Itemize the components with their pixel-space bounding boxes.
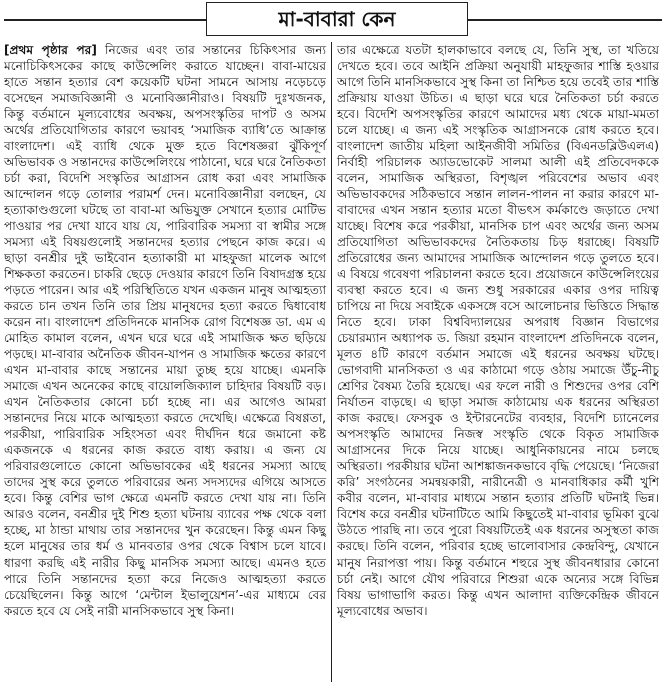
column-2-paragraph xyxy=(337,42,659,619)
column-1-paragraph xyxy=(4,42,326,619)
headline-rule-left xyxy=(4,19,206,21)
article-column-2 xyxy=(332,42,659,682)
article-body xyxy=(4,42,662,682)
headline: মা-বাবারা কেন xyxy=(206,2,468,36)
column-1-text: নিজের এবং তার সন্তানের চিকিৎসার জন্য মনোচিকিৎসকের কাছে কাউন্সেলিং করাতে যাচ্ছেন। বাবা-মায়ের হাতে সন্তান হত্যার বেশ কয়েকটি ঘটনা সামনে আসায় নড়েচড়ে বসেছেন সমাজবিজ্ঞানী ও মনোবিজ্ঞানীরাও। বিষয়টি দুঃখজনক, কিন্তু বর্তমানে মূল্যবোধের অবক্ষয়, অপসংস্কৃতির দাপট ও অসম অর্থের প্রতিযোগিতার কারণে ভয়াবহ ‘সমাজিক ব্যাধি’তে আক্রান্ত বাংলাদেশ। এই ব্যাধি থেকে মুক্ত হতে বিশেষজ্ঞরা ঝুঁকিপূর্ণ অভিভাবক ও সন্তানদের কাউন্সেলিংয়ে পাঠানো, ঘরে ঘরে নৈতিকতা চর্চা করা, বিদেশি সংস্কৃতির আগ্রাসন রোধ করা এবং সামাজিক আন্দোলন গড়ে তোলার পরামর্শ দেন। মনোবিজ্ঞানীরা বলছেন, যে হত্যাকাণ্ডগুলো ঘটছে তা বাবা-মা অভিযুক্ত সেখানে হত্যার মোটিভ পাওয়ার পর দেখা যাবে যায় যে, পারিবারিক সমস্যা বা স্বামীর সঙ্গে সমস্যা এই বিষয়গুলোই সন্তানদের হত্যার পেছনে কাজ করে। এ ছাড়া বনশ্রীর দুই ভাইবোন হত্যাকারী মা মাহফুজা মালেক আগে শিক্ষকতা করতেন। চাকরি ছেড়ে দেওয়ার কারণে তিনি বিষাদগ্রস্ত হয়ে পড়তে পারেন। আর এই পরিস্থিতিতে যখন একজন মানুষ আত্মহত্যা করতে চান তখন তিনি তার প্রিয় মানুষদের হত্যা করতে দ্বিধাবোধ করেন না। বাংলাদেশ প্রতিদিনকে মানসিক রোগ বিশেষজ্ঞ ডা. এম এ মোহিত কামাল বলেন, এখন ঘরে ঘরে এই সামাজিক ক্ষত ছড়িয়ে পড়ছে। মা-বাবার অনৈতিক জীবন-যাপন ও সামাজিক ক্ষতের কারণে এখন মা-বাবার কাছে সন্তানের মায়া তুচ্ছ হয়ে যাচ্ছে। এমনকি সমাজে এখন অনেকের কাছে বায়োলজিক্যাল চাহিদার বিষয়টি বড়। এখন নৈতিকতার কোনো চর্চা হচ্ছে না। এর আগেও আমরা সন্তানদের নিয়ে মাকে আত্মহত্যা করতে দেখেছি। এক্ষেত্রে বিষণ্ণতা, পরকীয়া, পারিবারিক সহিংসতা এবং দীর্ঘদিন ধরে জমানো কষ্ট একজনকে এ ধরনের কাজ করতে বাধ্য করায়। এ জন্য যে পরিবারগুলোতে কোনো অভিভাবকের এই ধরনের সমস্যা আছে তাদের সুস্থ করে তুলতে পরিবারের অন্য সদস্যদের এগিয়ে আসতে হবে। কিন্তু বেশির ভাগ ক্ষেত্রে এমনটি করতে দেখা যায় না। তিনি আরও বলেন, বনশ্রীর দুই শিশু হত্যা ঘটনায় ব্যাবের পক্ষ থেকে বলা হচ্ছে, মা ঠান্ডা মাথায় তার সন্তানদের খুন করেছেন। কিন্তু এমন কিছু হলে মানুষের তার ধর্ম ও মানবতার ওপর থেকে বিশ্বাস চলে যাবে। ধারণা করছি এই নারীর কিছু মানসিক সমস্যা আছে। এমনও হতে পারে তিনি সন্তানদের হত্যা করে নিজেও আত্মহত্যা করতে চেয়েছিলেন। কিন্তু আগে ‘মেন্টাল ইভালুয়েশন’-এর মাধ্যমে বের করতে হবে যে সেই নারী মানসিকভাবে সুস্থ কিনা। xyxy=(4,43,326,618)
article-column-1 xyxy=(4,42,331,682)
continuation-tag: [প্রথম পৃষ্ঠার পর] xyxy=(4,43,97,57)
column-2-text: তার এক্ষেত্রে যতটা হালকাভাবে বলছে যে, তিনি সুস্থ, তা খতিয়ে দেখতে হবে। তবে আইনি প্রক্রিয়া অনুযায়ী মাহফুজার শাস্তি হওয়ার আগে তিনি মানসিকভাবে সুস্থ কিনা তা নিশ্চিত হয়ে তবেই তার শাস্তি প্রক্রিয়ায় যাওয়া উচিত। এ ছাড়া ঘরে ঘরে নৈতিকতা চর্চা করতে হবে। বিদেশি অপসংস্কৃতির কারণে আমাদের মধ্য থেকে মায়া-মমতা চলে যাচ্ছে। এ জন্য এই সংস্কৃতিক আগ্রাসনকে রোধ করতে হবে। বাংলাদেশ জাতীয় মহিলা আইনজীবী সমিতির (বিএনডব্লিউএলএ) নির্বাহী পরিচালক অ্যাডভোকেট সালমা আলী এই প্রতিবেদককে বলেন, সামাজিক অস্থিরতা, বিশৃঙ্খল পরিবেশের অভাব এবং অভিভাবকদের সঠিকভাবে সন্তান লালন-পালন না করার কারণে মা-বাবাদের এখন সন্তান হত্যার মতো বীভৎস কর্মকাণ্ডে জড়াতে দেখা যাচ্ছে। বিশেষ করে পরকীয়া, মানসিক চাপ এবং অর্থের জন্য অসম প্রতিযোগিতা অভিভাবকদের নৈতিকতায় চিড় ধরাচ্ছে। বিষয়টি প্রতিরোধের জন্য আমাদের সামাজিক আন্দোলন গড়ে তুলতে হবে। এ বিষয়ে গবেষণা পরিচালনা করতে হবে। প্রয়োজনে কাউন্সেলিংয়ের ব্যবস্থা করতে হবে। এ জন্য শুধু সরকারের একার ওপর দায়িত্ব চাপিয়ে না দিয়ে সবাইকে একসঙ্গে বসে আলোচনার ভিত্তিতে সিদ্ধান্ত নিতে হবে। ঢাকা বিশ্ববিদ্যালয়ের অপরাধ বিজ্ঞান বিভাগের চেয়ারম্যান অধ্যাপক ড. জিয়া রহমান বাংলাদেশ প্রতিদিনকে বলেন, মূলত ৪টি কারণে বর্তমান সমাজে এই ধরনের অবক্ষয় ঘটছে। ভোগবাদী মানসিকতা ও এর কাঠামো গড়ে ওঠায় সমাজে উঁচু-নীচু শ্রেণির বৈষম্য তৈরি হয়েছে। এর ফলে নারী ও শিশুদের ওপর বেশি নির্যাতন বাড়ছে। এ ছাড়া সমাজ কাঠামোয় এক ধরনের অস্থিরতা কাজ করছে। ফেসবুক ও ইন্টারনেটের ব্যবহার, বিদেশি চ্যানেলের অপসংস্কৃতি আমাদের নিজস্ব সংস্কৃতি থেকে বিকৃত সামাজিক আগ্রাসনের দিকে নিয়ে যাচ্ছে। আধুনিকায়নের নামে চলছে অস্থিরতা। পরকীয়ার ঘটনা আশঙ্কাজনকভাবে বৃদ্ধি পেয়েছে। ‘নিজেরা করি’ সংগঠনের সমন্বয়কারী, নারীনেত্রী ও মানবাধিকার কর্মী খুশি কবীর বলেন, মা-বাবার মাধ্যমে সন্তান হত্যার প্রতিটি ঘটনাই ভিন্ন। বিশেষ করে বনশ্রীর ঘটনাটিতে আমি কিছুতেই মা-বাবার ভূমিকা বুঝে উঠতে পারছি না। তবে পুরো বিষয়টিতেই এক ধরনের অসুস্থতা কাজ করছে। তিনি বলেন, পরিবার হচ্ছে ভালোবাসার কেন্দ্রবিন্দু, যেখানে মানুষ নিরাপত্তা পায়। কিন্তু বর্তমানে শহুরে সুস্থ জীবনধারার কোনো চর্চা নেই। আগে যৌথ পরিবারে শিশুরা একে অন্যের সঙ্গে বিভিন্ন বিষয় ভাগাভাগি করত। কিন্তু এখন আলাদা ব্যক্তিকেন্দ্রিক জীবনে মূল্যবোধের অভাব। xyxy=(337,43,659,618)
headline-bar xyxy=(0,0,666,40)
headline-rule-right xyxy=(468,19,662,21)
